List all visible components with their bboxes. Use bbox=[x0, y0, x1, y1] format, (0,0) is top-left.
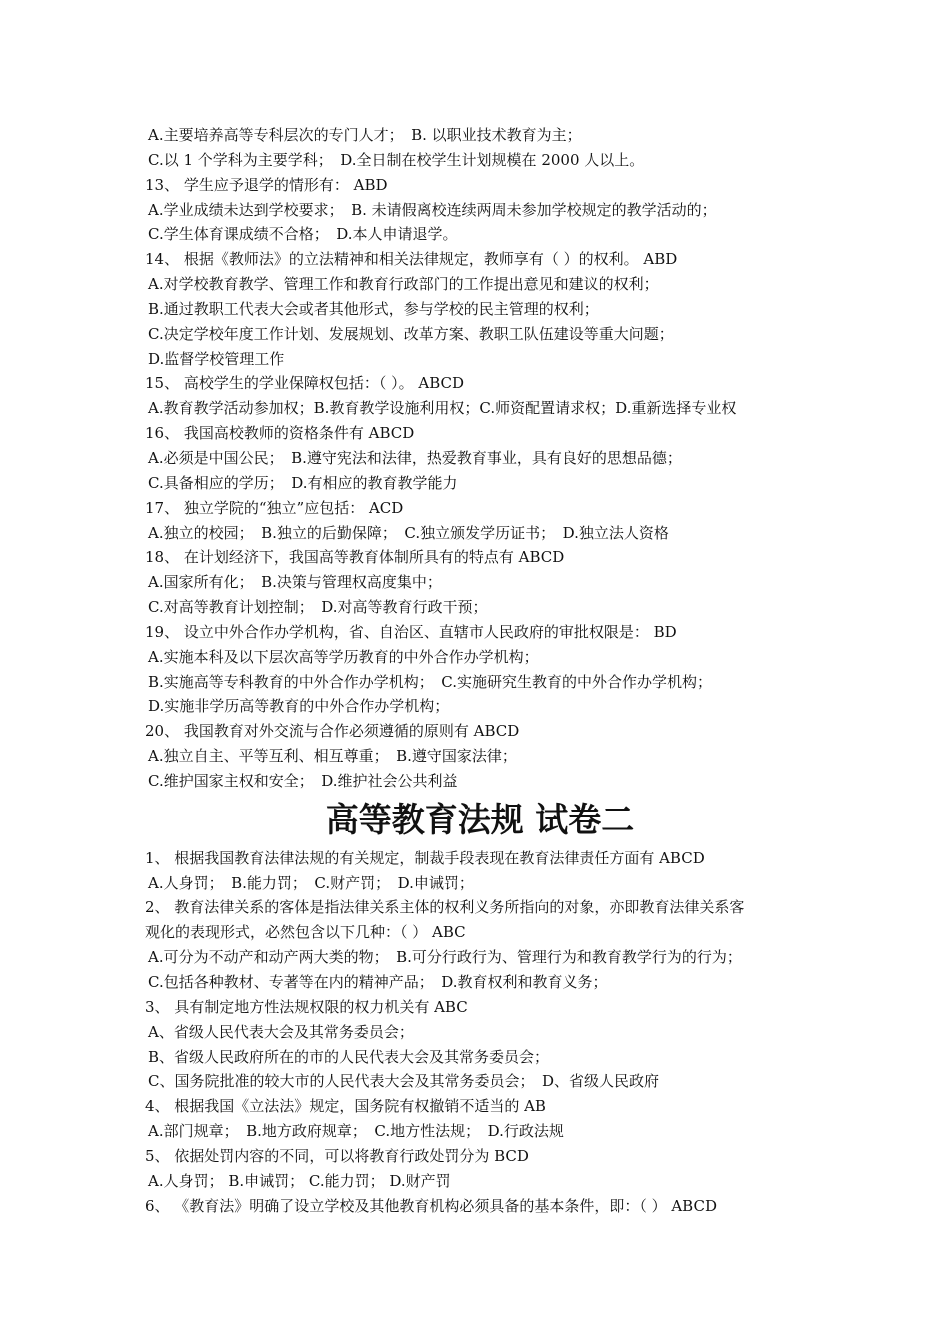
answer-options-line: B.实施高等专科教育的中外合作办学机构； C.实施研究生教育的中外合作办学机构； bbox=[148, 672, 713, 691]
answer-options-line: A.学业成绩未达到学校要求； B. 未请假离校连续两周未参加学校规定的教学活动的； bbox=[148, 200, 717, 219]
answer-options-line: A.主要培养高等专科层次的专门人才； B. 以职业技术教育为主； bbox=[148, 126, 582, 144]
question-line: 17、 独立学院的“独立”应包括： ACD bbox=[145, 498, 404, 517]
answer-options-line: A.实施本科及以下层次高等学历教育的中外合作办学机构； bbox=[148, 647, 539, 666]
answer-options-line: A、省级人民代表大会及其常务委员会； bbox=[148, 1022, 414, 1041]
answer-options-line: B.通过教职工代表大会或者其他形式，参与学校的民主管理的权利； bbox=[148, 299, 599, 318]
question-line: 观化的表现形式，必然包含以下几种：（ ） ABC bbox=[145, 923, 466, 942]
question-line: 2、 教育法律关系的客体是指法律关系主体的权利义务所指向的对象，亦即教育法律关系客 bbox=[145, 898, 745, 917]
answer-options-line: C.学生体育课成绩不合格； D.本人申请退学。 bbox=[148, 225, 458, 244]
question-line: 18、 在计划经济下，我国高等教育体制所具有的特点有 ABCD bbox=[145, 548, 565, 567]
answer-options-line: C.维护国家主权和安全； D.维护社会公共利益 bbox=[148, 771, 458, 790]
question-line: 4、 根据我国《立法法》规定，国务院有权撤销不适当的 AB bbox=[145, 1097, 546, 1116]
question-line: 3、 具有制定地方性法规权限的权力机关有 ABC bbox=[145, 997, 468, 1016]
answer-options-line: C.对高等教育计划控制； D.对高等教育行政干预； bbox=[148, 598, 488, 617]
answer-options-line: A.教育教学活动参加权；B.教育教学设施利用权；C.师资配置请求权；D.重新选择专业权 bbox=[148, 399, 737, 418]
answer-options-line: A.独立的校园； B.独立的后勤保障； C.独立颁发学历证书； D.独立法人资格 bbox=[148, 523, 669, 542]
answer-options-line: C.包括各种教材、专著等在内的精神产品； D.教育权利和教育义务； bbox=[148, 973, 608, 991]
question-line: 16、 我国高校教师的资格条件有 ABCD bbox=[145, 424, 415, 443]
question-line: 13、 学生应予退学的情形有： ABD bbox=[145, 175, 388, 194]
document-body bbox=[145, 123, 825, 1218]
answer-options-line: B、省级人民政府所在的市的人民代表大会及其常务委员会； bbox=[148, 1047, 550, 1066]
question-line: 6、 《教育法》明确了设立学校及其他教育机构必须具备的基本条件，即：（ ） ABCD bbox=[145, 1196, 717, 1215]
answer-options-line: A.人身罚； B.申诫罚； C.能力罚； D.财产罚 bbox=[148, 1171, 451, 1190]
question-line: 14、 根据《教师法》的立法精神和相关法律规定，教师享有（ ）的权利。 ABD bbox=[145, 250, 678, 269]
answer-options-line: A.部门规章； B.地方政府规章； C.地方性法规； D.行政法规 bbox=[148, 1122, 564, 1141]
question-line: 15、 高校学生的学业保障权包括：（ ）。 ABCD bbox=[145, 374, 465, 393]
question-line: 1、 根据我国教育法律法规的有关规定，制裁手段表现在教育法律责任方面有 ABCD bbox=[145, 848, 705, 867]
answer-options-line: D.实施非学历高等教育的中外合作办学机构； bbox=[148, 697, 450, 716]
answer-options-line: A.国家所有化； B.决策与管理权高度集中； bbox=[148, 573, 442, 592]
answer-options-line: A.必须是中国公民； B.遵守宪法和法律，热爱教育事业，具有良好的思想品德； bbox=[148, 448, 682, 467]
answer-options-line: C、国务院批准的较大市的人民代表大会及其常务委员会； D、省级人民政府 bbox=[148, 1072, 660, 1091]
question-line: 5、 依据处罚内容的不同，可以将教育行政处罚分为 BCD bbox=[145, 1146, 529, 1165]
answer-options-line: C.具备相应的学历； D.有相应的教育教学能力 bbox=[148, 473, 458, 492]
question-line: 19、 设立中外合作办学机构，省、自治区、直辖市人民政府的审批权限是： BD bbox=[145, 622, 677, 641]
answer-options-line: C.决定学校年度工作计划、发展规划、改革方案、教职工队伍建设等重大问题； bbox=[148, 324, 674, 343]
section-one bbox=[145, 123, 825, 794]
answer-options-line: C.以 1 个学科为主要学科； D.全日制在校学生计划规模在 2000 人以上。 bbox=[148, 150, 645, 169]
question-line: 20、 我国教育对外交流与合作必须遵循的原则有 ABCD bbox=[145, 722, 520, 741]
answer-options-line: A.人身罚； B.能力罚； C.财产罚； D.申诫罚； bbox=[148, 873, 474, 892]
answer-options-line: A.可分为不动产和动产两大类的物； B.可分行政行为、管理行为和教育教学行为的行为； bbox=[148, 948, 742, 967]
answer-options-line: A.对学校教育教学、管理工作和教育行政部门的工作提出意见和建议的权利； bbox=[148, 275, 659, 294]
answer-options-line: D.监督学校管理工作 bbox=[148, 349, 285, 368]
answer-options-line: A.独立自主、平等互利、相互尊重； B.遵守国家法律； bbox=[148, 747, 517, 766]
section-two-title: 高等教育法规 试卷二 bbox=[325, 799, 635, 839]
section-two bbox=[145, 846, 825, 1219]
